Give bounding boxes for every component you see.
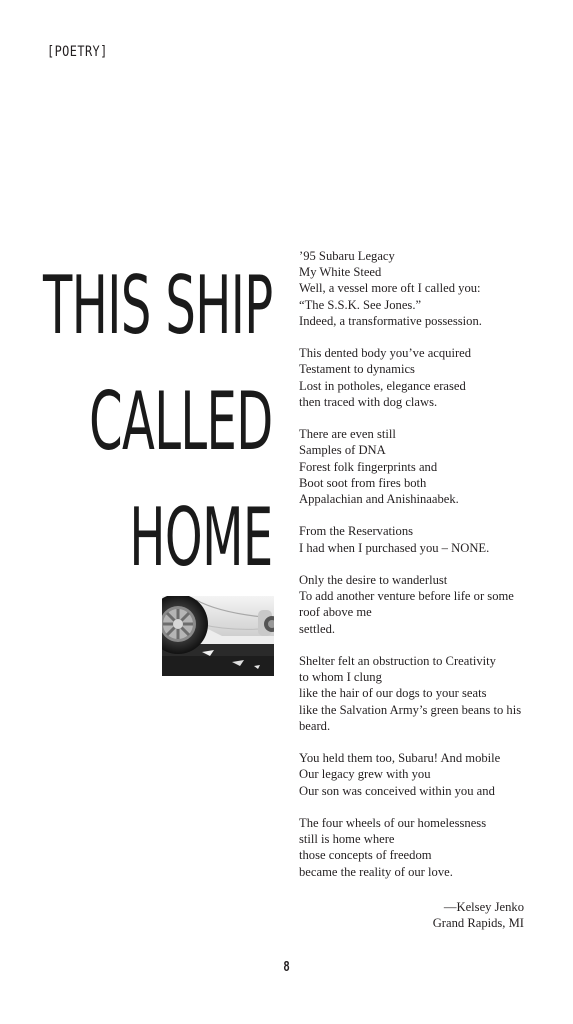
stanza bbox=[299, 248, 539, 329]
poem-line: ’95 Subaru Legacy bbox=[299, 249, 395, 263]
poem-line: Our legacy grew with you bbox=[299, 767, 431, 782]
stanza bbox=[299, 653, 539, 734]
poem-line: Samples of DNA bbox=[299, 443, 386, 458]
poem-line: Testament to dynamics bbox=[299, 362, 415, 377]
stanza bbox=[299, 572, 539, 637]
car-wheel-image bbox=[162, 596, 274, 676]
poem-line: Well, a vessel more oft I called you: bbox=[299, 281, 481, 296]
author-location: Grand Rapids, MI bbox=[432, 916, 524, 931]
poem-line: still is home where bbox=[299, 832, 395, 847]
poem-line: Indeed, a transformative possession. bbox=[299, 313, 482, 328]
poem-line: beard. bbox=[299, 718, 331, 733]
poem-line: to whom I clung bbox=[299, 670, 382, 685]
stanza bbox=[299, 426, 539, 507]
poem-line: Appalachian and Anishinaabek. bbox=[299, 492, 459, 507]
poem-line: There are even still bbox=[299, 427, 396, 442]
stanza bbox=[299, 750, 539, 799]
poem-line: Forest folk fingerprints and bbox=[299, 459, 438, 474]
poem-line: Shelter felt an obstruction to Creativity bbox=[299, 654, 496, 668]
author-name: —Kelsey Jenko bbox=[443, 900, 524, 914]
title-line: THIS SHIP bbox=[43, 259, 273, 352]
poem-line: like the hair of our dogs to your seats bbox=[299, 686, 487, 701]
car-wheel-photo bbox=[162, 596, 274, 676]
poem-line: Only the desire to wanderlust bbox=[299, 573, 448, 587]
stanza bbox=[299, 345, 539, 410]
section-tag: [POETRY] bbox=[47, 44, 108, 60]
poem-line: From the Reservations bbox=[299, 524, 414, 539]
page-number: 8 bbox=[283, 958, 290, 975]
title-line: CALLED bbox=[89, 375, 273, 468]
poem-line: roof above me bbox=[299, 605, 372, 620]
author-signature bbox=[433, 899, 524, 931]
poem-line: You held them too, Subaru! And mobile bbox=[299, 751, 501, 766]
stanza bbox=[299, 523, 539, 555]
poem-line: like the Salvation Army’s green beans to his bbox=[299, 702, 522, 717]
title-line: HOME bbox=[129, 491, 273, 584]
poem-line: Boot soot from fires both bbox=[299, 475, 427, 490]
poem-line: became the reality of our love. bbox=[299, 864, 453, 879]
poem-line: Our son was conceived within you and bbox=[299, 783, 495, 798]
poem-body bbox=[299, 248, 539, 896]
poem-title bbox=[0, 248, 273, 596]
poem-line: I had when I purchased you – NONE. bbox=[299, 540, 490, 555]
poem-line: “The S.S.K. See Jones.” bbox=[299, 297, 422, 312]
poem-line: This dented body you’ve acquired bbox=[299, 346, 472, 361]
poem-line: then traced with dog claws. bbox=[299, 394, 438, 409]
poem-line: To add another venture before life or some bbox=[299, 589, 514, 604]
poem-line: those concepts of freedom bbox=[299, 848, 432, 863]
poem-line: settled. bbox=[299, 621, 336, 636]
poem-line: The four wheels of our homelessness bbox=[299, 816, 487, 830]
poem-line: My White Steed bbox=[299, 265, 382, 280]
stanza bbox=[299, 815, 539, 880]
poem-line: Lost in potholes, elegance erased bbox=[299, 378, 466, 393]
